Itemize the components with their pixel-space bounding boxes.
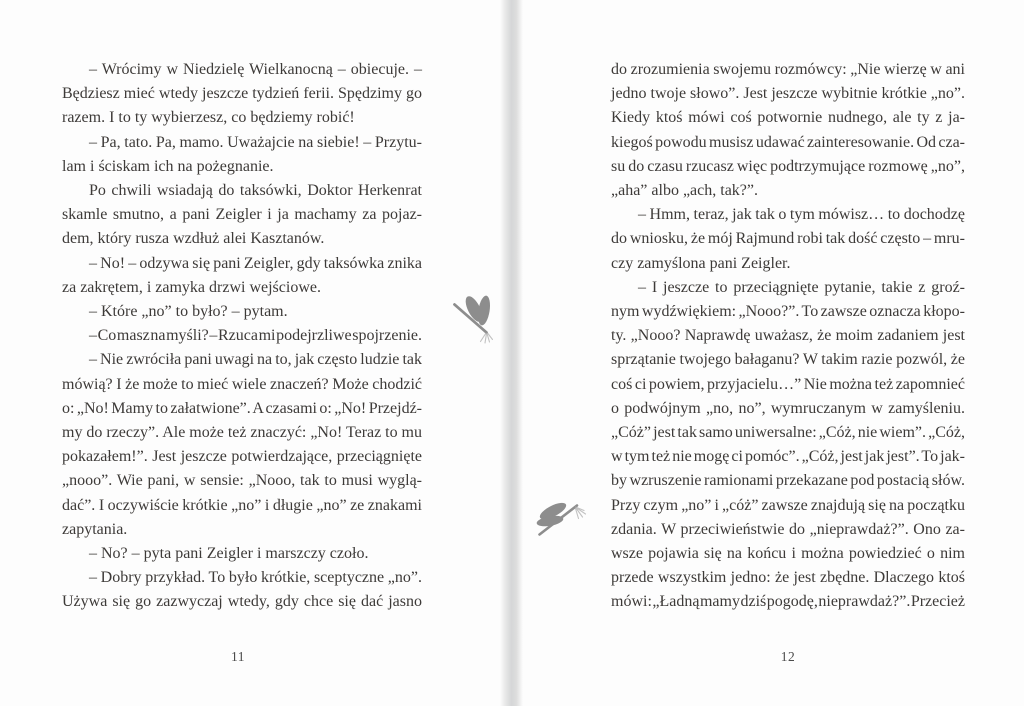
- text-line: – Co masz na myśli? – Rzuca mi podejrzliwe spojrzenie.: [89, 327, 423, 345]
- text-line: nym wydźwiękiem: „Nooo?”. To zawsze oznacza kłopo-: [611, 303, 965, 321]
- text-line: – No! – odzywa się pani Zeigler, gdy taksówka znika: [89, 254, 422, 272]
- text-line: Przy czym „no” i „cóż” zawsze znajdują się na początku: [611, 496, 965, 514]
- text-line: do zrozumienia swojemu rozmówcy: „Nie wierzę w ani: [611, 61, 965, 78]
- text-line: – Nie zwróciła pani uwagi na to, jak często ludzie tak: [89, 351, 422, 369]
- text-line: ty. „Nooo? Naprawdę uważasz, że moim zadaniem jest: [611, 327, 965, 345]
- page-number-left: 11: [231, 649, 245, 664]
- text-line: – Hmm, teraz, jak tak o tym mówisz… to dochodzę: [638, 206, 966, 224]
- book-spine-gutter: [500, 0, 523, 706]
- text-line: by wzruszenie ramionami przekazane pod postacią słów.: [611, 472, 965, 490]
- text-line: – Pa, tato. Pa, mamo. Uważajcie na siebie! – Przytu-: [89, 133, 423, 151]
- text-line: Kiedy ktoś mówi coś potwornie nudnego, ale ty z ja-: [611, 109, 965, 127]
- text-line: „nooo”. Wie pani, w sensie: „Nooo, tak to musi wyglą-: [62, 472, 422, 490]
- page-right-text: [611, 58, 965, 615]
- text-line: kiegoś powodu musisz udawać zainteresowanie. Od cza-: [611, 133, 966, 151]
- text-line: „Cóż” jest tak samo uniwersalne: „Cóż, nie wiem”. „Cóż,: [611, 424, 965, 442]
- text-line: coś ci powiem, przyjacielu…” Nie można też zapomnieć: [611, 375, 965, 393]
- text-line: do wniosku, że mój Rajmund robi tak dość często – mru-: [611, 230, 965, 248]
- text-line: dem, który rusza wzdłuż alei Kasztanów.: [62, 230, 325, 248]
- text-line: – I jeszcze to przeciągnięte pytanie, takie z groź-: [638, 278, 965, 296]
- text-line: o podwójnym „no, no”, wymruczanym w zamyśleniu.: [611, 399, 965, 417]
- text-line: sprzątanie twojego bałaganu? W takim razie pozwól, że: [611, 351, 966, 369]
- text-line: zapytania.: [62, 520, 128, 538]
- page-left-text: [62, 58, 422, 615]
- text-line: dać”. I oczywiście krótkie „no” i długie „no” ze znakami: [62, 496, 422, 514]
- text-line: o: „No! Mamy to załatwione”. A czasami o: „No! Przejdź-: [62, 399, 423, 417]
- dragonfly-icon: [531, 497, 588, 537]
- text-line: w tym też nie mogę ci pomóc”. „Cóż, jest jak jest”. To jak-: [611, 448, 965, 466]
- text-line: czy zamyślona pani Zeigler.: [611, 254, 791, 272]
- text-line: „aha” albo „ach, tak?”.: [611, 182, 759, 200]
- text-line: my do rzeczy”. Ale może też znaczyć: „No! Teraz to mu: [62, 424, 422, 442]
- text-line: lam i ściskam ich na pożegnanie.: [62, 157, 274, 175]
- text-line: mówi: „Ładną mamy dziś pogodę, nieprawdaż?”. Przecież: [611, 593, 965, 611]
- text-line: przede wszystkim jedno: że jest zbędne. Dlaczego ktoś: [611, 569, 965, 587]
- text-line: Używa się go zazwyczaj wtedy, gdy chce się dać jasno: [62, 593, 422, 611]
- text-line: – Wrócimy w Niedzielę Wielkanocną – obiecuje. –: [89, 61, 422, 78]
- text-line: – No? – pyta pani Zeigler i marszczy czoło.: [89, 545, 369, 563]
- text-line: za zakrętem, i zamyka drzwi wejściowe.: [62, 278, 321, 296]
- text-line: – Które „no” to było? – pytam.: [89, 303, 288, 321]
- text-line: skamle smutno, a pani Zeigler i ja machamy za pojaz-: [62, 206, 422, 224]
- text-line: – Dobry przykład. To było krótkie, sceptyczne „no”.: [89, 569, 423, 587]
- text-line: su do czasu rzucasz więc podtrzymujące rozmowę „no”,: [611, 157, 965, 175]
- text-line: Po chwili wsiadają do taksówki, Doktor Herkenrat: [89, 182, 422, 200]
- text-line: pokazałem!”. Jest jeszcze potwierdzające, przeciągnięte: [62, 448, 422, 466]
- text-line: jedno twoje słowo”. Jest jeszcze wybitnie krótkie „no”.: [611, 85, 965, 103]
- text-line: mówią? I że może to mieć wiele znaczeń? Może chodzić: [62, 375, 422, 393]
- page-number-right: 12: [780, 649, 796, 664]
- text-line: zdania. W przeciwieństwie do „nieprawdaż?”. Ono za-: [611, 520, 965, 538]
- text-line: wsze pojawia się na końcu i można powiedzieć o nim: [611, 545, 965, 563]
- text-line: Będziesz mieć wtedy jeszcze tydzień ferii. Spędzimy go: [62, 85, 422, 103]
- dragonfly-icon: [453, 294, 495, 344]
- text-line: razem. I to ty wybierzesz, co będziemy robić!: [62, 109, 355, 127]
